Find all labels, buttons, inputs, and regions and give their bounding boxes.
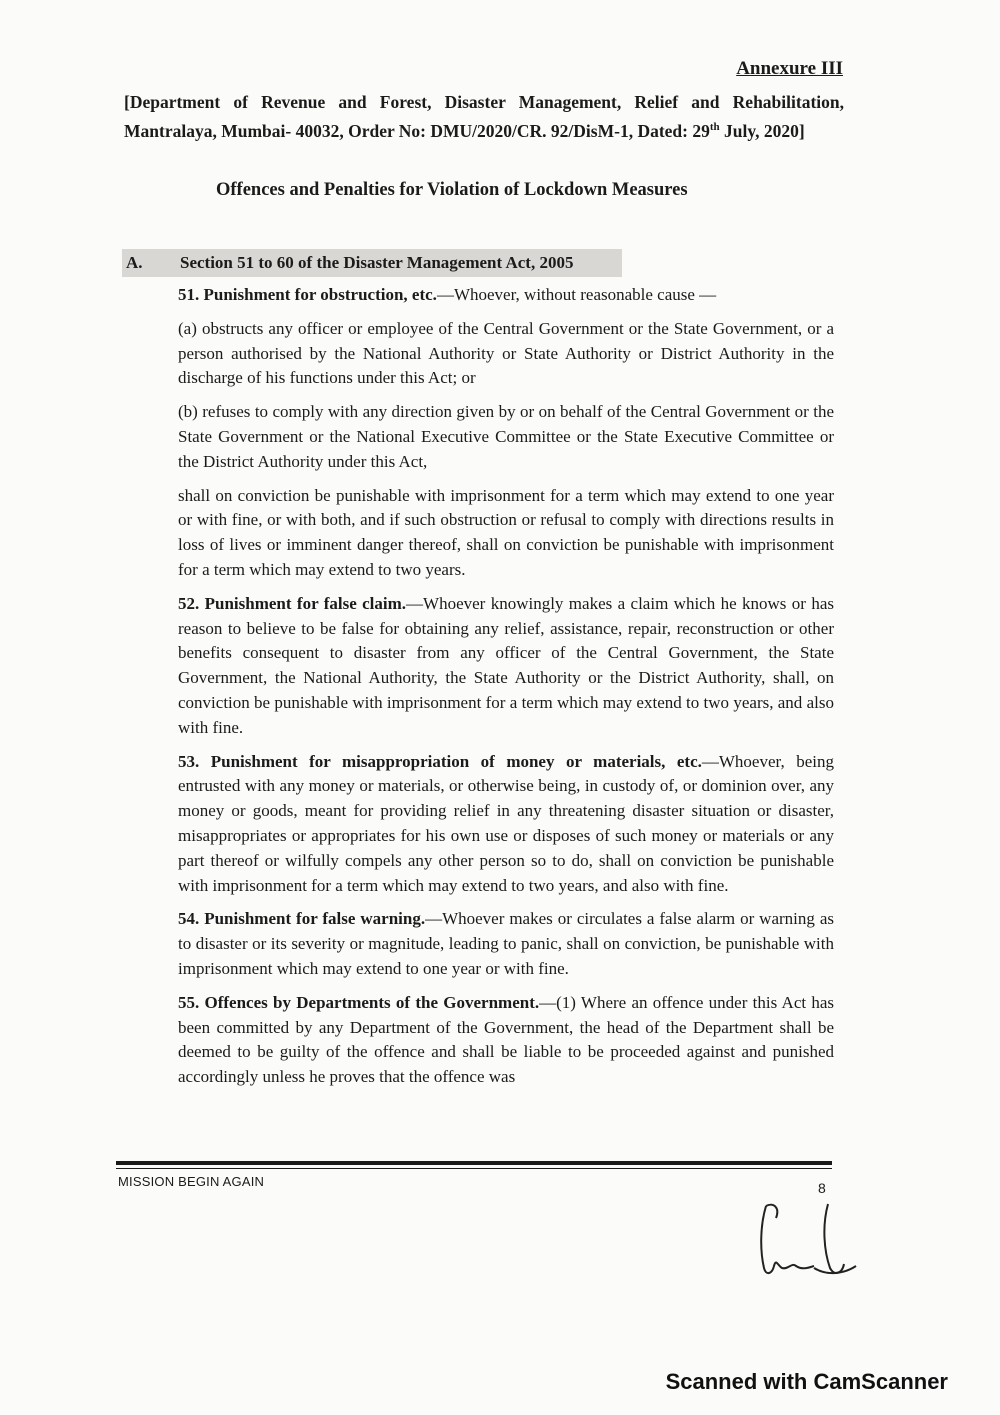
section-54-text: —Whoever makes or circulates a false alarm or warning as to disaster or its severity or magnitude, leading to panic, shall on conviction, be punishable with imprisonment which may extend to one year or with fine. (178, 909, 834, 978)
footer-rule-thin (116, 1168, 832, 1169)
signature-image (752, 1196, 862, 1286)
section-title: Section 51 to 60 of the Disaster Management Act, 2005 (180, 253, 574, 272)
section-53-heading: 53. Punishment for misappropriation of money or materials, etc. (178, 751, 702, 771)
footer-rule (116, 1161, 832, 1165)
section-55-heading: 55. Offences by Departments of the Government. (178, 992, 540, 1012)
section-55 (178, 991, 834, 1090)
section-51-clause-a: (a) obstructs any officer or employee of the Central Government or the State Government, or a person authorised by the National Authority or State Authority or District Authority in the discharge of his functions under this Act; or (178, 318, 834, 388)
section-53-text: —Whoever, being entrusted with any money or materials, or otherwise being, in custody of, or dominion over, any money or goods, meant for providing relief in any threatening disaster situation or disaster, misappropriates or appropriates for his own use or disposes of such money or materials or any part thereof or wilfully compels any other person so to do, shall on conviction be punishable with imprisonment for a term which may extend to two years, and also with fine. (178, 751, 834, 895)
section-52 (178, 592, 834, 741)
section-52-heading: 52. Punishment for false claim. (178, 593, 407, 613)
section-52-text: —Whoever knowingly makes a claim which he knows or has reason to believe to be false for obtaining any relief, assistance, repair, reconstruction or other benefits consequent to disaster from any officer of the Central Government, the State Government, the National Authority, the State Authority or the District Authority, shall, on conviction be punishable with imprisonment for a term which may extend to two years, and also with fine. (178, 593, 835, 737)
order-reference-sup: th (709, 121, 720, 133)
order-reference (124, 90, 844, 144)
section-51-intro: —Whoever, without reasonable cause — (436, 285, 717, 304)
section-51-clause-b: (b) refuses to comply with any direction given by or on behalf of the Central Government or the State Government or the National Executive Committee or the State Executive Committee or the District Authority under this Act, (178, 402, 834, 471)
section-51-consequence: shall on conviction be punishable with imprisonment for a term which may extend to one year or with fine, or with both, and if such obstruction or refusal to comply with directions results in loss of lives or imminent danger thereof, shall on conviction be punishable with imprisonment for a term which may extend to two years. (178, 485, 834, 579)
order-reference-tail: July, 2020] (719, 120, 805, 141)
annexure-label: Annexure III (736, 58, 843, 79)
page-number: 8 (818, 1180, 826, 1196)
scanner-watermark: Scanned with CamScanner (665, 1369, 948, 1394)
section-51 (178, 283, 834, 308)
section-letter: A. (126, 253, 143, 272)
page-title: Offences and Penalties for Violation of Lockdown Measures (216, 180, 688, 200)
section-53 (178, 750, 834, 899)
footer-label: MISSION BEGIN AGAIN (118, 1174, 265, 1189)
order-reference-text: [Department of Revenue and Forest, Disaster Management, Relief and Rehabilitation, Mantralaya, Mumbai- 40032, Order No: DMU/2020/CR. 92/DisM-1, Dated: 29 (124, 92, 844, 141)
section-54 (178, 907, 834, 981)
section-51-heading: 51. Punishment for obstruction, etc. (178, 285, 437, 304)
document-body (178, 283, 834, 1099)
section-54-heading: 54. Punishment for false warning. (178, 909, 426, 929)
section-55-text: —(1) Where an offence under this Act has been committed by any Department of the Government, the head of the Department shall be deemed to be guilty of the offence and shall be liable to be proceeded against and punished accordingly unless he proves that the offence was (178, 992, 835, 1087)
